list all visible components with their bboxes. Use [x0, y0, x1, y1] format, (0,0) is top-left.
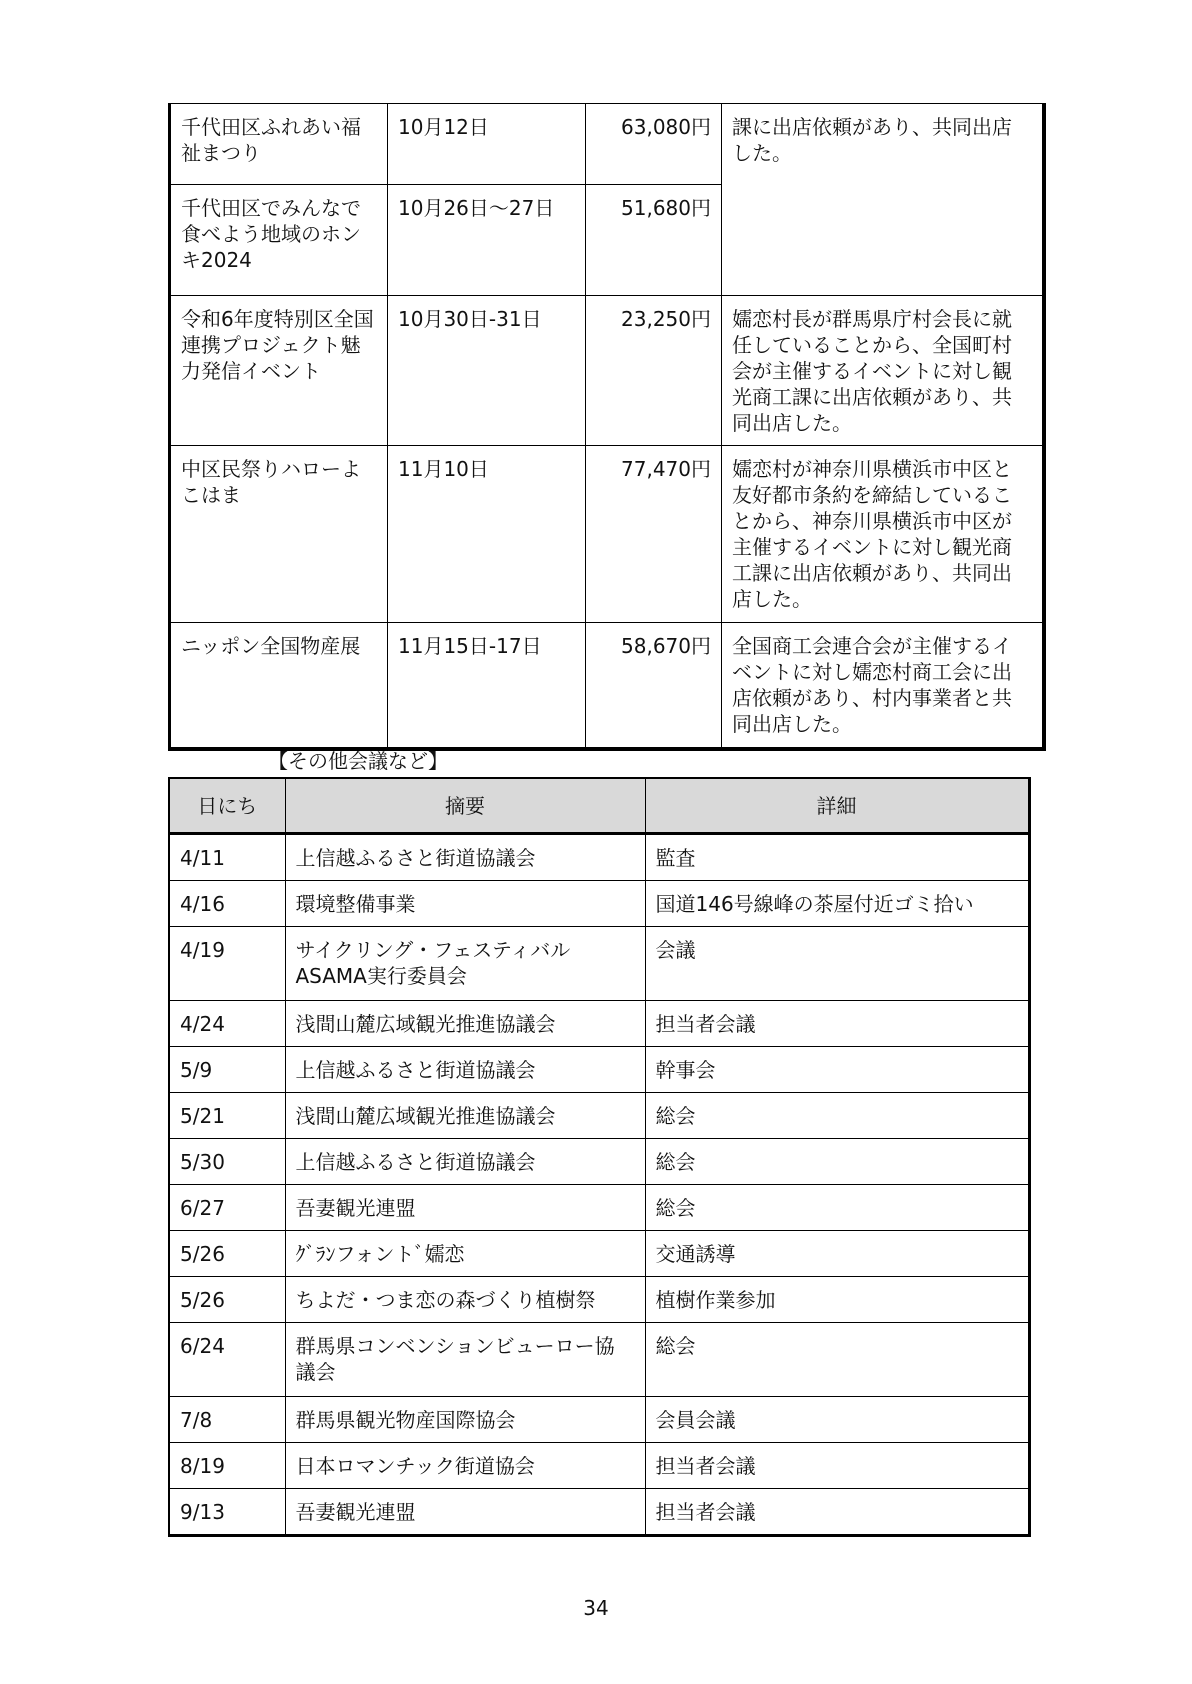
meeting-date: 4/19: [169, 927, 285, 1001]
event-amount: 23,250円: [586, 296, 722, 446]
meeting-row: [169, 1231, 1029, 1277]
meeting-date: 6/27: [169, 1185, 285, 1231]
meetings-header-row: [169, 778, 1029, 834]
meeting-date: 6/24: [169, 1323, 285, 1397]
meeting-date: 4/24: [169, 1001, 285, 1047]
event-date: 10月30日-31日: [388, 296, 586, 446]
meeting-summary: 日本ロマンチック街道協会: [285, 1443, 645, 1489]
meeting-summary: ｸﾞﾗﾝフォントﾞ嬬恋: [285, 1231, 645, 1277]
page-number: 34: [583, 1596, 609, 1620]
meeting-row: [169, 1277, 1029, 1323]
meeting-date: 5/26: [169, 1231, 285, 1277]
event-name: 中区民祭りハローよこはま: [170, 446, 388, 623]
event-note: 全国商工会連合会が主催するイベントに対し嬬恋村商工会に出店依頼があり、村内事業者と共同出店した。: [722, 623, 1044, 750]
meeting-row: [169, 1047, 1029, 1093]
meeting-date: 5/9: [169, 1047, 285, 1093]
meeting-date: 5/26: [169, 1277, 285, 1323]
meeting-summary: 吾妻観光連盟: [285, 1185, 645, 1231]
meeting-summary: サイクリング・フェスティバルASAMA実行委員会: [285, 927, 645, 1001]
event-date: 11月10日: [388, 446, 586, 623]
meeting-date: 5/30: [169, 1139, 285, 1185]
event-date: 10月12日: [388, 104, 586, 185]
events-table: [168, 103, 1046, 751]
event-row: [170, 104, 1044, 185]
meeting-date: 9/13: [169, 1489, 285, 1536]
meeting-detail: 国道146号線峰の茶屋付近ゴミ拾い: [645, 881, 1029, 927]
meeting-detail: 会議: [645, 927, 1029, 1001]
meeting-summary: 浅間山麓広域観光推進協議会: [285, 1001, 645, 1047]
meeting-detail: 総会: [645, 1093, 1029, 1139]
meeting-date: 4/11: [169, 834, 285, 881]
event-date: 11月15日-17日: [388, 623, 586, 750]
event-date: 10月26日～27日: [388, 185, 586, 296]
meeting-row: [169, 1489, 1029, 1536]
header-date: 日にち: [169, 778, 285, 834]
event-row: [170, 296, 1044, 446]
meeting-detail: 総会: [645, 1139, 1029, 1185]
meeting-row: [169, 834, 1029, 881]
event-row: [170, 446, 1044, 623]
meeting-detail: 植樹作業参加: [645, 1277, 1029, 1323]
event-name: ニッポン全国物産展: [170, 623, 388, 750]
event-name: 令和6年度特別区全国連携プロジェクト魅力発信イベント: [170, 296, 388, 446]
meeting-row: [169, 881, 1029, 927]
event-amount: 58,670円: [586, 623, 722, 750]
meeting-detail: 幹事会: [645, 1047, 1029, 1093]
event-name: 千代田区でみんなで食べよう地域のホンキ2024: [170, 185, 388, 296]
meeting-summary: 上信越ふるさと街道協議会: [285, 834, 645, 881]
meeting-date: 7/8: [169, 1397, 285, 1443]
event-note: 課に出店依頼があり、共同出店した。: [722, 104, 1044, 296]
meeting-summary: 吾妻観光連盟: [285, 1489, 645, 1536]
meeting-summary: 環境整備事業: [285, 881, 645, 927]
meeting-row: [169, 1139, 1029, 1185]
meeting-row: [169, 1397, 1029, 1443]
meeting-summary: 上信越ふるさと街道協議会: [285, 1047, 645, 1093]
meeting-row: [169, 1001, 1029, 1047]
section-heading: 【その他会議など】: [268, 749, 448, 773]
meetings-table: [168, 777, 1031, 1537]
meeting-detail: 総会: [645, 1323, 1029, 1397]
meeting-detail: 担当者会議: [645, 1489, 1029, 1536]
meeting-row: [169, 1185, 1029, 1231]
meeting-summary: 群馬県観光物産国際協会: [285, 1397, 645, 1443]
meeting-date: 5/21: [169, 1093, 285, 1139]
meeting-row: [169, 1093, 1029, 1139]
header-summary: 摘要: [285, 778, 645, 834]
meeting-row: [169, 1443, 1029, 1489]
meeting-row: [169, 1323, 1029, 1397]
meeting-summary: 上信越ふるさと街道協議会: [285, 1139, 645, 1185]
meeting-date: 8/19: [169, 1443, 285, 1489]
meeting-detail: 担当者会議: [645, 1443, 1029, 1489]
event-note: 嬬恋村が神奈川県横浜市中区と友好都市条約を締結していることから、神奈川県横浜市中区が主催するイベントに対し観光商工課に出店依頼があり、共同出店した。: [722, 446, 1044, 623]
event-amount: 51,680円: [586, 185, 722, 296]
event-row: [170, 623, 1044, 750]
meeting-detail: 交通誘導: [645, 1231, 1029, 1277]
meeting-summary: 浅間山麓広域観光推進協議会: [285, 1093, 645, 1139]
event-amount: 77,470円: [586, 446, 722, 623]
event-amount: 63,080円: [586, 104, 722, 185]
event-name: 千代田区ふれあい福祉まつり: [170, 104, 388, 185]
meeting-detail: 担当者会議: [645, 1001, 1029, 1047]
meeting-summary: 群馬県コンベンションビューロー協議会: [285, 1323, 645, 1397]
meeting-detail: 会員会議: [645, 1397, 1029, 1443]
header-detail: 詳細: [645, 778, 1029, 834]
event-note: 嬬恋村長が群馬県庁村会長に就任していることから、全国町村会が主催するイベントに対し観光商工課に出店依頼があり、共同出店した。: [722, 296, 1044, 446]
meeting-row: [169, 927, 1029, 1001]
meeting-summary: ちよだ・つま恋の森づくり植樹祭: [285, 1277, 645, 1323]
meeting-date: 4/16: [169, 881, 285, 927]
meeting-detail: 総会: [645, 1185, 1029, 1231]
meeting-detail: 監査: [645, 834, 1029, 881]
